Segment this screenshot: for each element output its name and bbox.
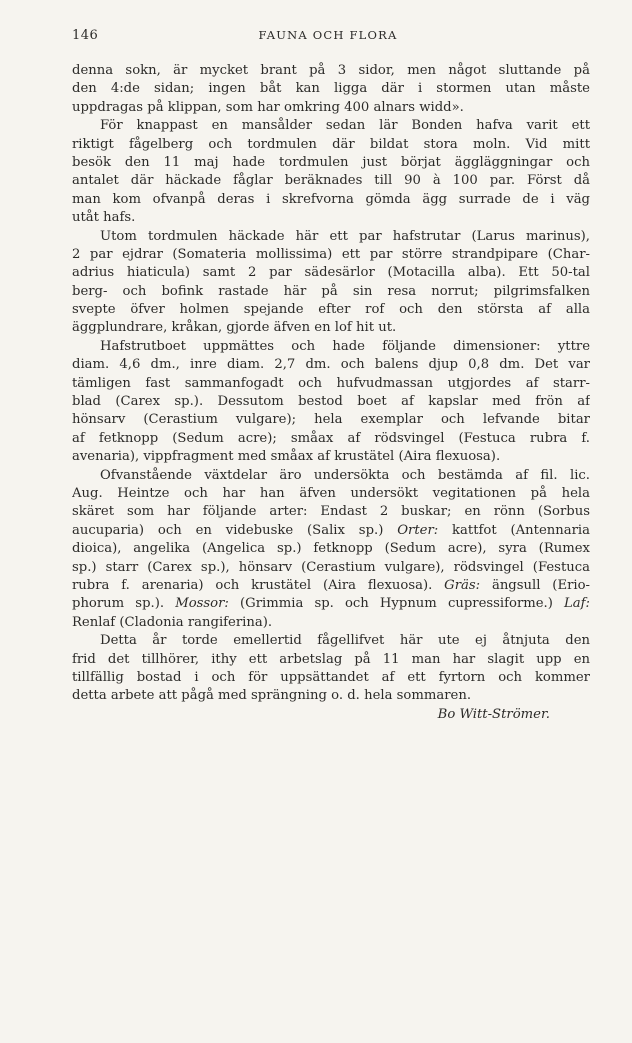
running-title: FAUNA OCH FLORA	[258, 28, 398, 42]
text-line: riktigt fågelberg och tordmulen där bildat stora moln. Vid mitt	[72, 136, 590, 152]
text-line: af fetknopp (Sedum acre); småax af rödsvingel (Festuca rubra f.	[72, 430, 590, 446]
text-line: För knappast en mansålder sedan lär Bonden hafva varit ett	[100, 118, 590, 134]
text-line: Detta år torde emellertid fågellifvet här ute ej åtnjuta den	[100, 633, 590, 649]
text-line: skäret som har följande arter: Endast 2 buskar; en rönn (Sorbus	[72, 504, 590, 520]
text-line	[72, 522, 590, 540]
category-label: Mossor:	[175, 596, 229, 612]
text-line: antalet där häckade fåglar beräknades till 90 à 100 par. Först då	[72, 173, 590, 189]
text-line: utåt hafs.	[72, 210, 136, 226]
text-line	[72, 595, 590, 613]
page-number: 146	[72, 28, 99, 43]
category-label: Gräs:	[444, 577, 481, 593]
text-segment: phorum sp.).	[72, 596, 165, 612]
text-line: avenaria), vippfragment med småax af krustätel (Aira flexuosa).	[72, 449, 501, 465]
category-label: Laf:	[564, 596, 590, 612]
author-signature: Bo Witt-Strömer.	[437, 706, 550, 722]
text-line: Utom tordmulen häckade här ett par hafstrutar (Larus marinus),	[100, 228, 590, 244]
text-line: denna sokn, är mycket brant på 3 sidor, men något sluttande på	[72, 63, 590, 78]
text-line: tämligen fast sammanfogadt och hufvudmassan utgjordes af starr-	[72, 375, 590, 391]
text-line: man kom ofvanpå deras i skrefvorna gömda ägg surrade de i väg	[72, 191, 590, 207]
text-line: sp.) starr (Carex sp.), hönsarv (Cerastium vulgare), rödsvingel (Festuca	[72, 559, 590, 575]
text-line: Hafstrutboet uppmättes och hade följande dimensioner: yttre	[100, 338, 590, 354]
text-line: besök den 11 maj hade tordmulen just börjat äggläggningar och	[72, 154, 590, 170]
text-line: Aug. Heintze och har han äfven undersökt vegitationen på hela	[72, 485, 590, 501]
text-line: detta arbete att pågå med sprängning o. d. hela sommaren.	[72, 688, 472, 704]
category-label: Orter:	[397, 522, 439, 538]
text-line: 2 par ejdrar (Somateria mollissima) ett par större strandpipare (Char-	[72, 246, 590, 262]
text-line: Ofvanstående växtdelar äro undersökta och bestämda af fil. lic.	[100, 467, 590, 483]
text-segment: (Grimmia sp. och Hypnum cupressiforme.)	[240, 596, 553, 612]
text-line: diam. 4,6 dm., inre diam. 2,7 dm. och balens djup 0,8 dm. Det var	[72, 357, 590, 373]
text-line: adrius hiaticula) samt 2 par sädesärlor (Motacilla alba). Ett 50-tal	[72, 265, 590, 281]
page-header	[72, 28, 584, 48]
text-line	[72, 577, 590, 595]
text-line: hönsarv (Cerastium vulgare); hela exemplar och lefvande bitar	[72, 412, 590, 428]
text-line: uppdragas på klippan, som har omkring 400 alnars widd».	[72, 99, 464, 115]
text-line: berg- och bofink rastade här på sin resa norrut; pilgrimsfalken	[72, 283, 590, 299]
text-line: den 4:de sidan; ingen båt kan ligga där i stormen utan måste	[72, 81, 590, 97]
text-line: svepte öfver holmen spejande efter rof och den största af alla	[72, 302, 590, 318]
text-line: frid det tillhörer, ithy ett arbetslag på 11 man har slagit upp en	[72, 651, 590, 667]
text-line: äggplundrare, kråkan, gjorde äfven en lof hit ut.	[72, 320, 397, 336]
text-line: tillfällig bostad i och för uppsättandet af ett fyrtorn och kommer	[72, 669, 590, 685]
body-text	[72, 62, 590, 724]
text-segment: ängsull (Erio-	[491, 577, 590, 593]
text-segment: kattfot (Antennaria	[452, 522, 590, 538]
text-segment: aucuparia) och en videbuske (Salix sp.)	[72, 522, 384, 538]
text-line: dioica), angelika (Angelica sp.) fetknopp (Sedum acre), syra (Rumex	[72, 541, 590, 557]
text-segment: rubra f. arenaria) och krustätel (Aira flexuosa).	[72, 577, 433, 593]
text-line: Renlaf (Cladonia rangiferina).	[72, 614, 273, 630]
text-line: blad (Carex sp.). Dessutom bestod boet af kapslar med frön af	[72, 394, 590, 410]
